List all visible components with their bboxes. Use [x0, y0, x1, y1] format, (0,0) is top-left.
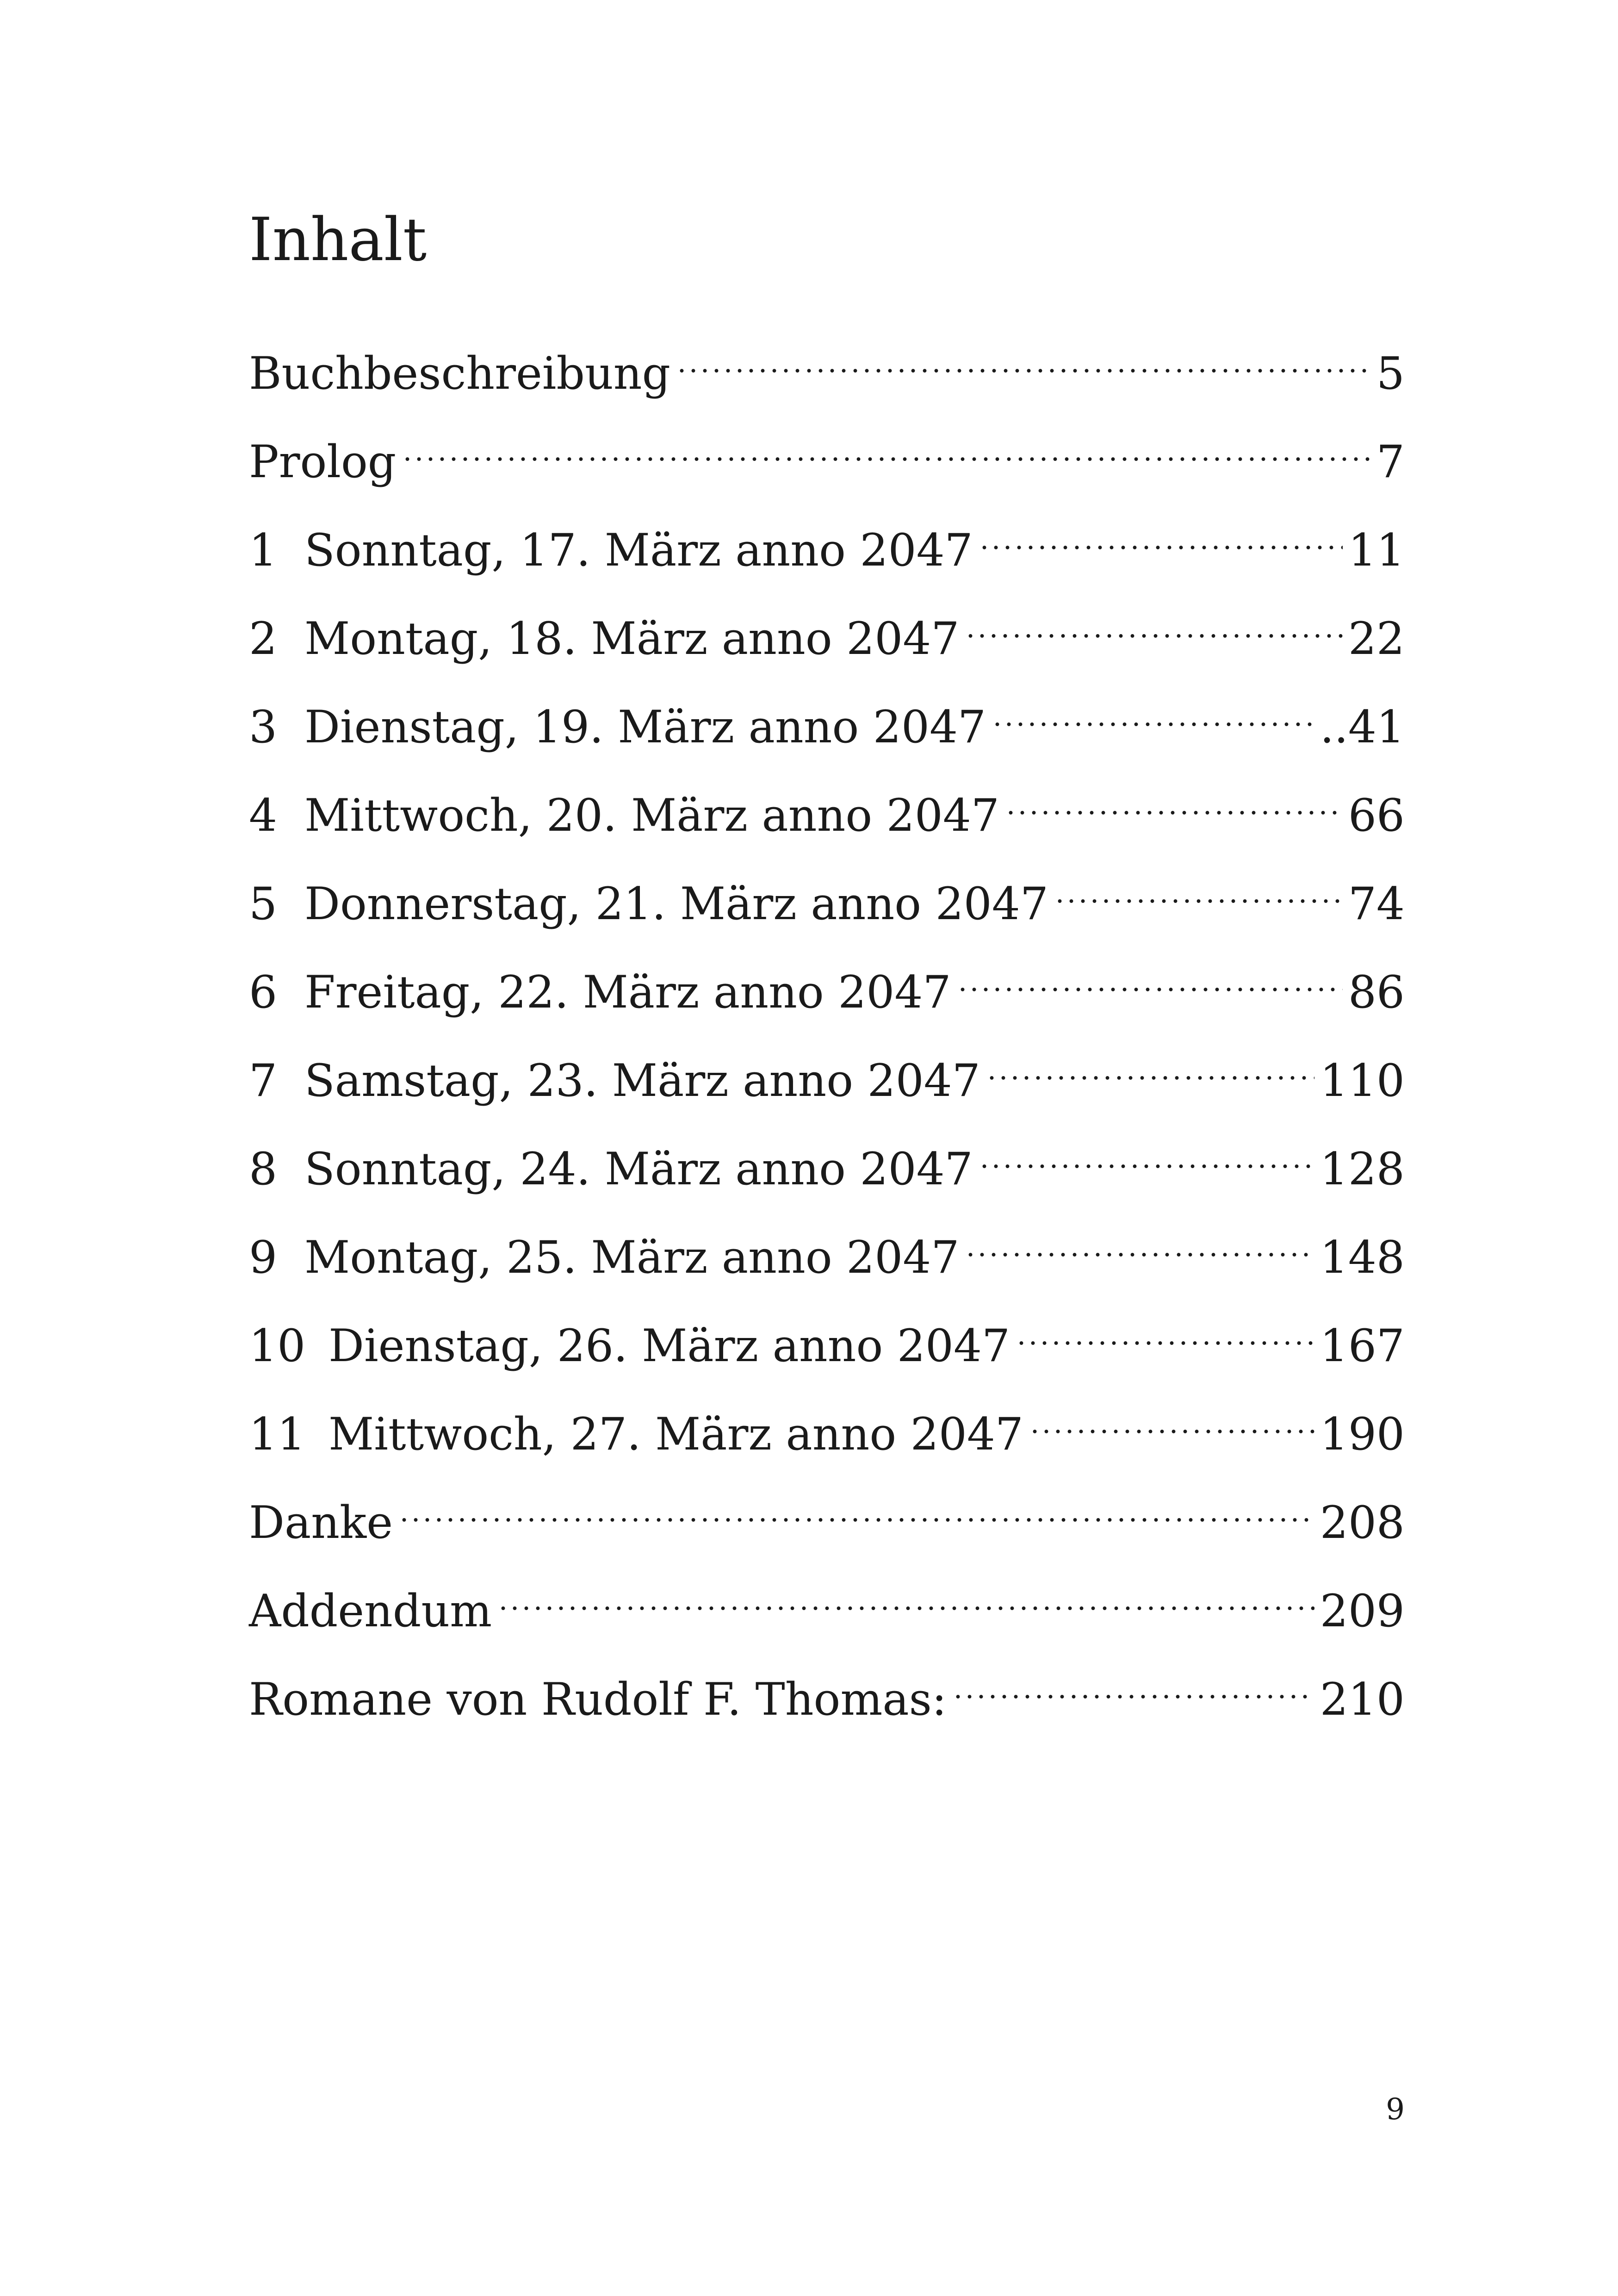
toc-entry-number: 11 [249, 1408, 306, 1460]
toc-entry-number: 2 [249, 613, 278, 665]
toc-entry-title: Addendum [249, 1585, 492, 1637]
toc-entry-title: Buchbeschreibung [249, 348, 671, 399]
toc-entry-number: 5 [249, 878, 278, 930]
toc-heading: Inhalt [249, 205, 427, 274]
toc-entry [249, 501, 1405, 589]
toc-entry [249, 1296, 1405, 1385]
toc-entry [249, 324, 1405, 412]
toc-leader-dots [979, 501, 1343, 566]
toc-entry [249, 1385, 1405, 1473]
toc-entry [249, 1562, 1405, 1650]
toc-entry-number: 8 [249, 1143, 278, 1195]
toc-entry-title: Danke [249, 1497, 393, 1549]
toc-leader-dots [1029, 1385, 1314, 1450]
toc-entry-page: ..41 [1320, 701, 1405, 753]
toc-entry-page: 210 [1320, 1674, 1405, 1725]
toc-entry-number: 10 [249, 1320, 306, 1372]
toc-entry-page: 128 [1320, 1143, 1405, 1195]
toc-entry-page: 209 [1320, 1585, 1405, 1637]
toc-entry [249, 412, 1405, 501]
toc-entry-number: 1 [249, 524, 278, 576]
toc-entry-page: 7 [1376, 436, 1405, 488]
toc-entry [249, 589, 1405, 678]
toc-entry [249, 1031, 1405, 1120]
toc-entry-title: Montag, 18. März anno 2047 [304, 613, 960, 665]
toc-entry [249, 943, 1405, 1031]
toc-entry-title: Montag, 25. März anno 2047 [304, 1232, 960, 1283]
toc-entry-title: Dienstag, 26. März anno 2047 [329, 1320, 1010, 1372]
toc-entry [249, 1208, 1405, 1296]
toc-leader-dots [952, 1650, 1314, 1715]
toc-leader-dots [1016, 1296, 1314, 1361]
toc-entry-page: 22 [1348, 613, 1405, 665]
toc-leader-dots [1054, 854, 1343, 919]
toc-leader-dots [965, 1208, 1314, 1273]
toc-leader-dots [398, 1473, 1314, 1538]
toc-entry-number: 3 [249, 701, 278, 753]
toc-entry [249, 678, 1405, 766]
toc-entry-title: Sonntag, 17. März anno 2047 [304, 524, 973, 576]
toc-entry-title: Samstag, 23. März anno 2047 [304, 1055, 980, 1107]
toc-entry-title: Donnerstag, 21. März anno 2047 [304, 878, 1048, 930]
toc-entry-page: 167 [1320, 1320, 1405, 1372]
toc-leader-dots [497, 1562, 1314, 1626]
toc-entry-title: Prolog [249, 436, 397, 488]
toc-entry [249, 1473, 1405, 1562]
toc-entry-title: Mittwoch, 27. März anno 2047 [329, 1408, 1023, 1460]
toc-entry [249, 1650, 1405, 1738]
toc-leader-dots [979, 1120, 1314, 1184]
toc-leader-dots [402, 412, 1371, 477]
toc-entry-page: 74 [1348, 878, 1405, 930]
toc-entry [249, 1120, 1405, 1208]
toc-entry-title: Romane von Rudolf F. Thomas: [249, 1674, 947, 1725]
toc-entry-title: Mittwoch, 20. März anno 2047 [304, 790, 999, 841]
page-number: 9 [1386, 2092, 1405, 2127]
toc-entry-number: 7 [249, 1055, 278, 1107]
toc-entry-page: 66 [1348, 790, 1405, 841]
toc-leader-dots [992, 678, 1314, 742]
toc-entry-page: 110 [1320, 1055, 1405, 1107]
toc-entry-page: 11 [1348, 524, 1405, 576]
toc-entry-page: 86 [1348, 966, 1405, 1018]
toc-entry-number: 4 [249, 790, 278, 841]
toc-entry-title: Sonntag, 24. März anno 2047 [304, 1143, 973, 1195]
toc-entry-page: 190 [1320, 1408, 1405, 1460]
toc-entry-title: Freitag, 22. März anno 2047 [304, 966, 951, 1018]
toc-entry-page: 208 [1320, 1497, 1405, 1549]
toc-leader-dots [965, 589, 1342, 654]
toc-leader-dots [986, 1031, 1314, 1096]
toc-entry-title: Dienstag, 19. März anno 2047 [304, 701, 986, 753]
toc-leader-dots [957, 943, 1343, 1008]
toc-leader-dots [676, 324, 1371, 389]
table-of-contents [249, 324, 1405, 1738]
toc-entry-page: 5 [1376, 348, 1405, 399]
toc-leader-dots [1005, 766, 1343, 831]
toc-entry [249, 766, 1405, 854]
toc-entry [249, 854, 1405, 943]
toc-entry-page: 148 [1320, 1232, 1405, 1283]
toc-entry-number: 6 [249, 966, 278, 1018]
toc-entry-number: 9 [249, 1232, 278, 1283]
